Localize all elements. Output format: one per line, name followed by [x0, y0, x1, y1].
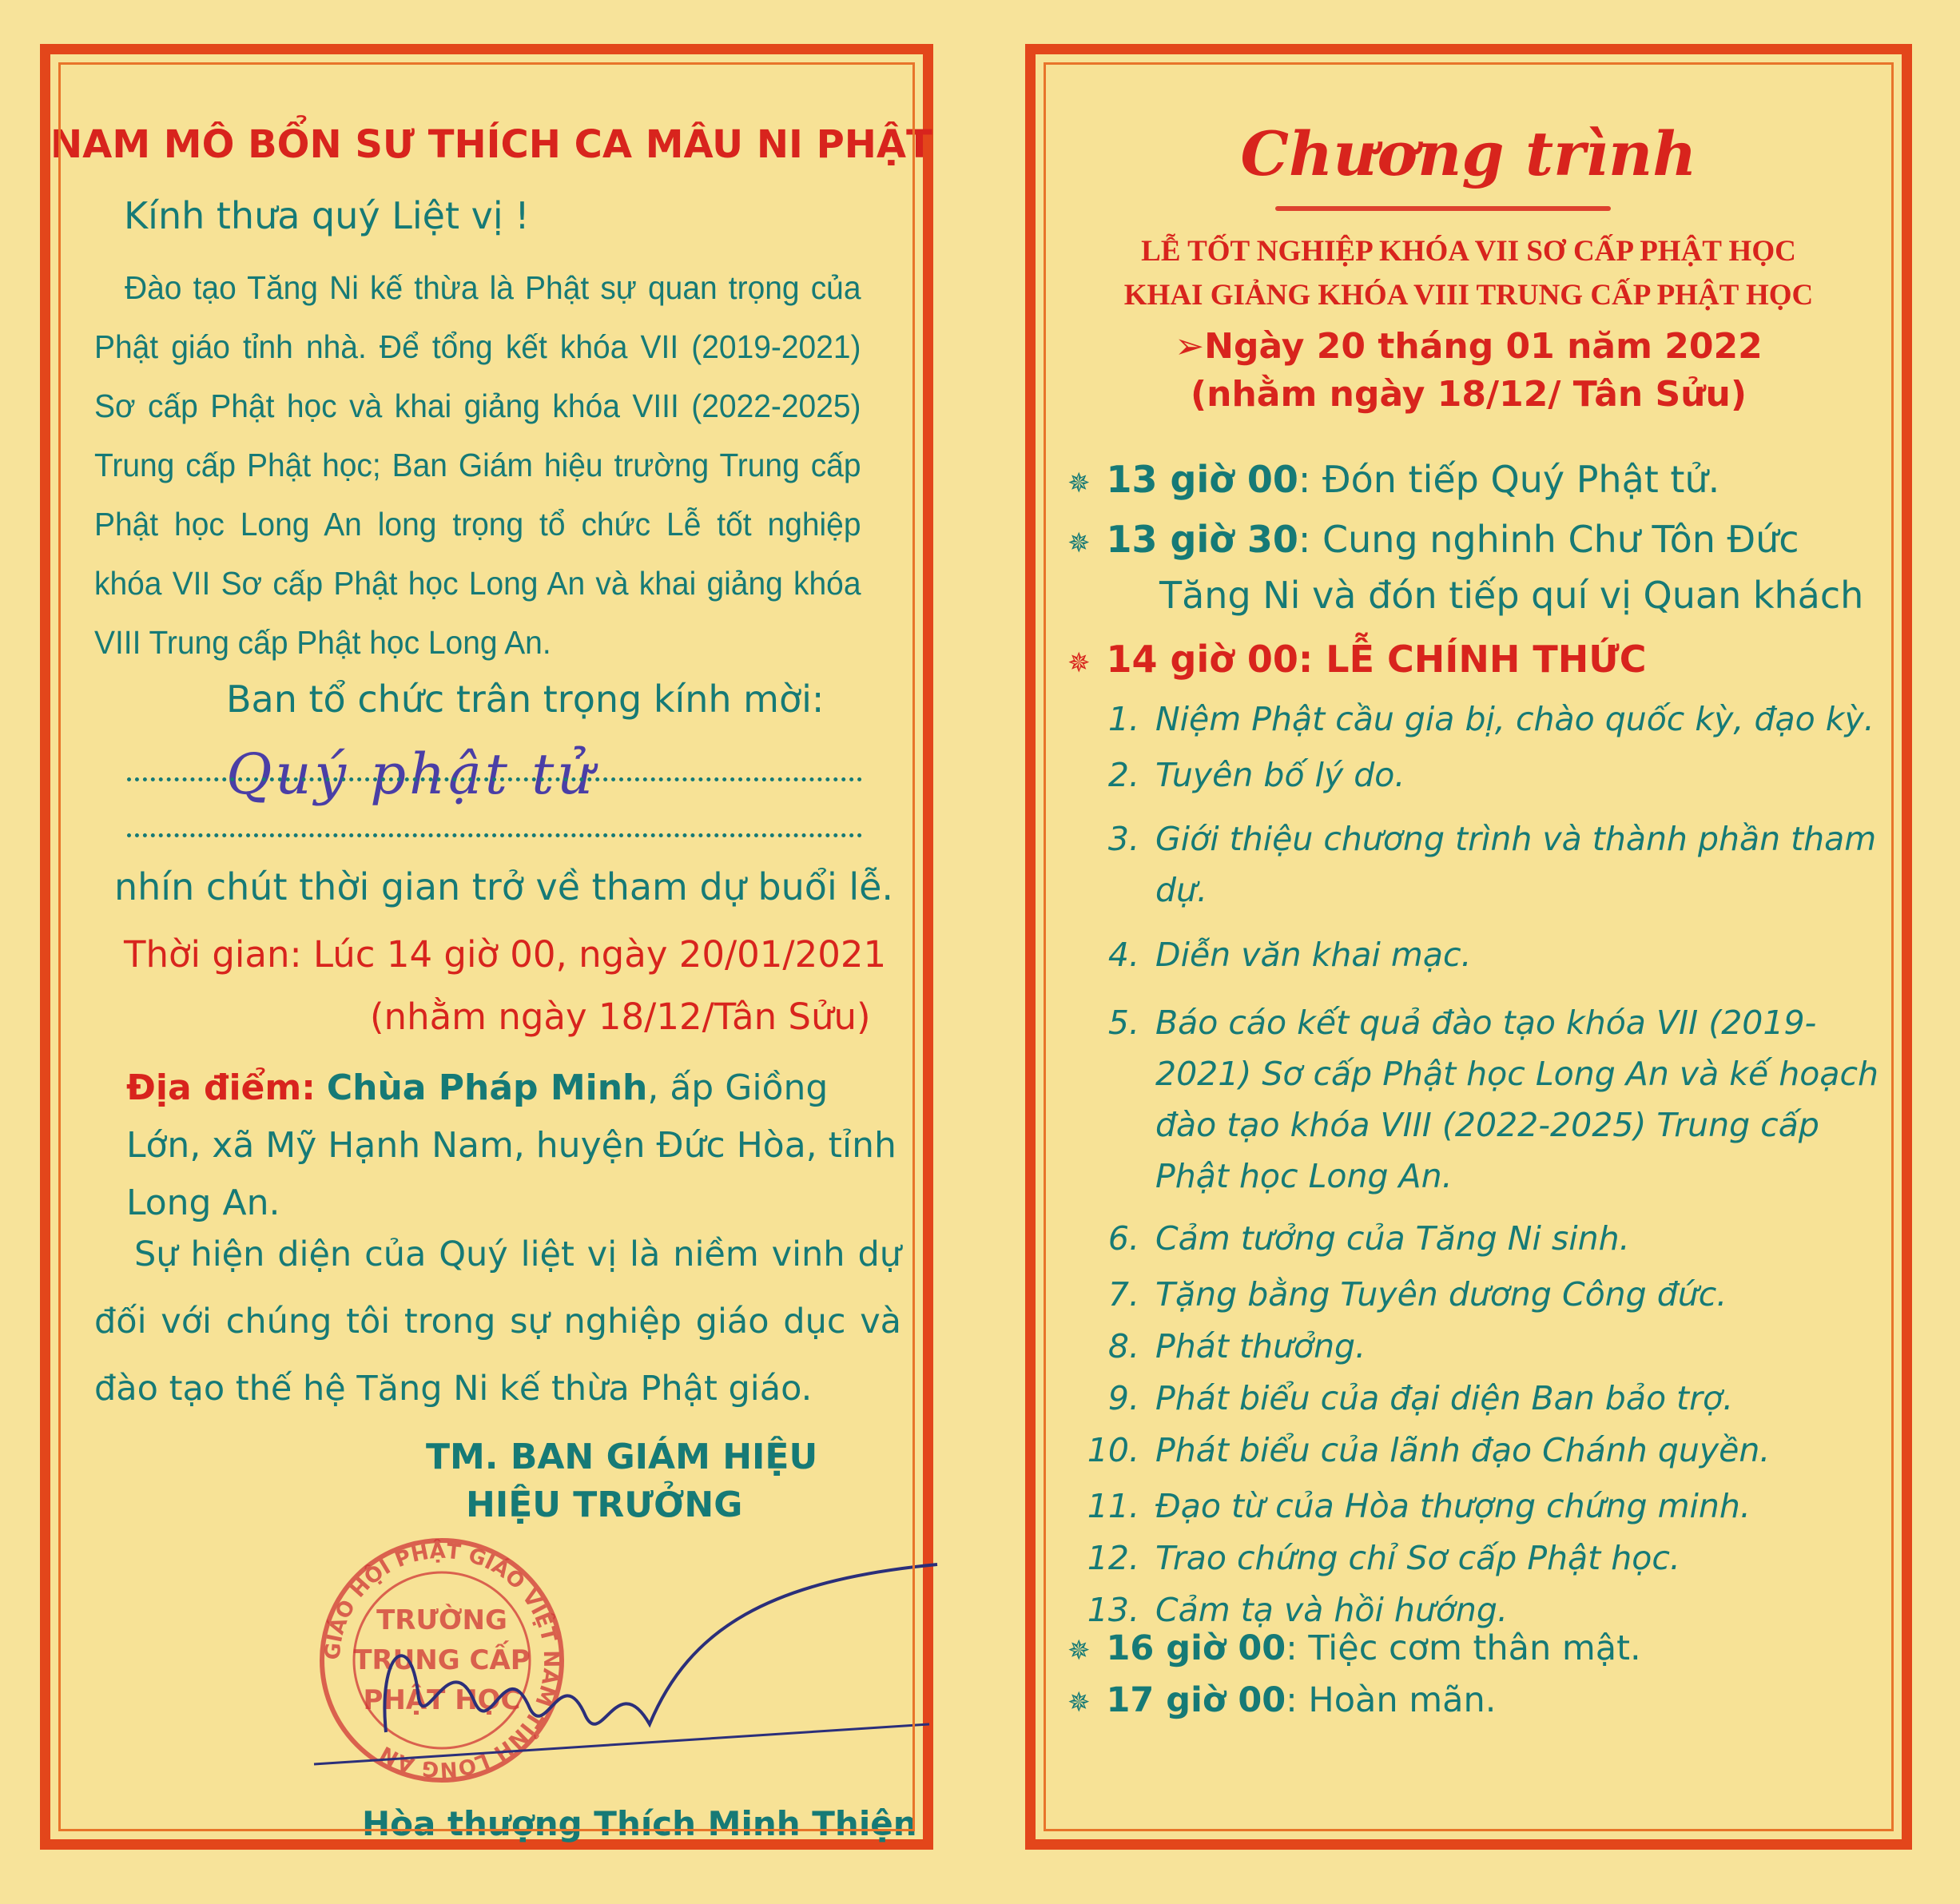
item-text: Diễn văn khai mạc.: [1155, 936, 1472, 974]
item-text: Trao chứng chỉ Sơ cấp Phật học.: [1155, 1539, 1680, 1577]
item-text: Báo cáo kết quả đào tạo khóa VII (2019-2021) Sơ cấp Phật học Long An và kế hoạch đào tạo khóa VIII (2022-2025) Trung cấp Phật học Long An.: [1155, 1004, 1879, 1195]
schedule-entry-main: [1067, 638, 1646, 681]
signature-org: TM. BAN GIÁM HIỆU: [426, 1437, 818, 1477]
item-number: 6.: [1107, 1219, 1139, 1258]
item-number: 5.: [1107, 1004, 1139, 1042]
seal-line: TRUNG CẤP: [353, 1644, 531, 1676]
dotted-line: [127, 777, 862, 781]
item-number: 8.: [1107, 1327, 1139, 1365]
item-text: Tuyên bố lý do.: [1155, 756, 1405, 794]
event-time: Thời gian: Lúc 14 giờ 00, ngày 20/01/2021: [124, 933, 887, 976]
place-name: Chùa Pháp Minh: [326, 1067, 648, 1108]
schedule-separator: :: [1298, 638, 1314, 681]
invitation-body: Đào tạo Tăng Ni kế thừa là Phật sự quan trọng của Phật giáo tỉnh nhà. Để tổng kết khóa VII (2019-2021) Sơ cấp Phật học và khai giảng khóa VIII (2022-2025) Trung cấp Phật học; Ban Giám hiệu trường Trung cấp Phật học Long An long trọng tổ chức Lễ tốt nghiệp khóa VII Sơ cấp Phật học Long An và khai giảng khóa VIII Trung cấp Phật học Long An.: [94, 269, 861, 661]
buddhist-salutation: NAM MÔ BỔN SƯ THÍCH CA MÂU NI PHẬT: [50, 122, 932, 167]
item-number: 4.: [1107, 936, 1139, 974]
dharma-wheel-icon: ✵: [1067, 527, 1091, 559]
seal-line: TRƯỜNG: [376, 1604, 507, 1636]
place-address: , ấp Giồng Lớn, xã Mỹ Hạnh Nam, huyện Đức Hòa, tỉnh Long An.: [126, 1067, 897, 1223]
schedule-desc: Tiệc cơm thân mật.: [1297, 1628, 1641, 1668]
title-underline: [1275, 206, 1611, 211]
item-number: 7.: [1107, 1275, 1139, 1314]
schedule-desc: LỄ CHÍNH THỨC: [1313, 638, 1647, 681]
dharma-wheel-icon: ✵: [1067, 1635, 1091, 1667]
item-number: 13.: [1087, 1591, 1139, 1629]
item-text: Cảm tạ và hồi hướng.: [1155, 1591, 1508, 1629]
program-subtitle: LỄ TỐT NGHIỆP KHÓA VII SƠ CẤP PHẬT HỌC: [1141, 235, 1796, 268]
schedule-separator: :: [1286, 1680, 1298, 1720]
item-text: Tặng bằng Tuyên dương Công đức.: [1155, 1275, 1727, 1314]
place-label: Địa điểm:: [126, 1067, 316, 1108]
attendance-request: nhín chút thời gian trở về tham dự buổi lễ.: [114, 865, 894, 908]
schedule-entry: [1067, 458, 1719, 501]
schedule-time: 13 giờ 00: [1106, 458, 1298, 501]
invitation-panel: [40, 44, 933, 1850]
item-text: Đạo từ của Hòa thượng chứng minh.: [1155, 1487, 1751, 1525]
item-number: 3.: [1107, 820, 1139, 858]
item-text: Cảm tưởng của Tăng Ni sinh.: [1155, 1219, 1630, 1258]
closing-text: Sự hiện diện của Quý liệt vị là niềm vinh dự đối với chúng tôi trong sự nghiệp giáo dục và đào tạo thế hệ Tăng Ni kế thừa Phật giáo.: [94, 1234, 901, 1409]
signer-name: Hòa thượng Thích Minh Thiện: [362, 1804, 917, 1843]
item-text: Phát biểu của đại diện Ban bảo trợ.: [1155, 1379, 1734, 1417]
arrow-icon: ➢: [1175, 326, 1205, 367]
schedule-desc: Đón tiếp Quý Phật tử.: [1310, 458, 1720, 501]
dharma-wheel-icon: ✵: [1067, 467, 1091, 499]
item-number: 12.: [1087, 1539, 1139, 1577]
program-subtitle: KHAI GIẢNG KHÓA VIII TRUNG CẤP PHẬT HỌC: [1123, 279, 1814, 312]
schedule-desc: Cung nghinh Chư Tôn Đức: [1310, 518, 1799, 561]
handwritten-invitee: Quý phật tử: [226, 741, 597, 807]
item-text: Niệm Phật cầu gia bị, chào quốc kỳ, đạo kỳ.: [1155, 700, 1875, 738]
schedule-time: 13 giờ 30: [1106, 518, 1298, 561]
greeting: Kính thưa quý Liệt vị !: [124, 194, 530, 237]
item-number: 1.: [1107, 700, 1139, 738]
schedule-desc: Hoàn mãn.: [1297, 1680, 1497, 1720]
item-number: 2.: [1107, 756, 1139, 794]
event-place: [126, 1059, 909, 1232]
schedule-separator: :: [1298, 458, 1311, 501]
seal-line: PHẬT HỌC: [363, 1684, 521, 1716]
schedule-separator: :: [1298, 518, 1311, 561]
program-title: Chương trình: [1240, 118, 1697, 189]
program-panel: [1025, 44, 1912, 1850]
item-number: 11.: [1087, 1487, 1139, 1525]
signature-title: HIỆU TRƯỞNG: [466, 1485, 743, 1525]
invite-line: Ban tổ chức trân trọng kính mời:: [226, 678, 825, 721]
schedule-desc-cont: Tăng Ni và đón tiếp quí vị Quan khách: [1159, 574, 1864, 617]
program-date-text: Ngày 20 tháng 01 năm 2022: [1204, 326, 1763, 367]
item-number: 9.: [1107, 1379, 1139, 1417]
schedule-entry: [1067, 1680, 1496, 1720]
seal-ring-text: GIÁO HỘI PHẬT GIÁO VIỆT NAM TỈNH LONG AN: [320, 1539, 563, 1782]
schedule-entry: [1067, 518, 1799, 561]
schedule-time: 14 giờ 00: [1106, 638, 1298, 681]
item-text: Giới thiệu chương trình và thành phần tham dự.: [1155, 820, 1877, 909]
schedule-time: 16 giờ 00: [1106, 1628, 1286, 1668]
event-lunar-date: (nhằm ngày 18/12/Tân Sửu): [370, 996, 871, 1038]
program-date: [1036, 326, 1902, 367]
item-text: Phát thưởng.: [1155, 1327, 1366, 1365]
program-lunar-date: (nhằm ngày 18/12/ Tân Sửu): [1191, 374, 1747, 415]
item-number: 10.: [1087, 1431, 1139, 1469]
schedule-entry: [1067, 1628, 1641, 1668]
schedule-time: 17 giờ 00: [1106, 1680, 1286, 1720]
item-text: Phát biểu của lãnh đạo Chánh quyền.: [1155, 1431, 1771, 1469]
signature-scribble-icon: [290, 1532, 1009, 1772]
schedule-separator: :: [1286, 1628, 1298, 1668]
dharma-wheel-icon: ✵: [1067, 647, 1091, 679]
dotted-line: [127, 833, 862, 837]
dharma-wheel-icon: ✵: [1067, 1687, 1091, 1719]
